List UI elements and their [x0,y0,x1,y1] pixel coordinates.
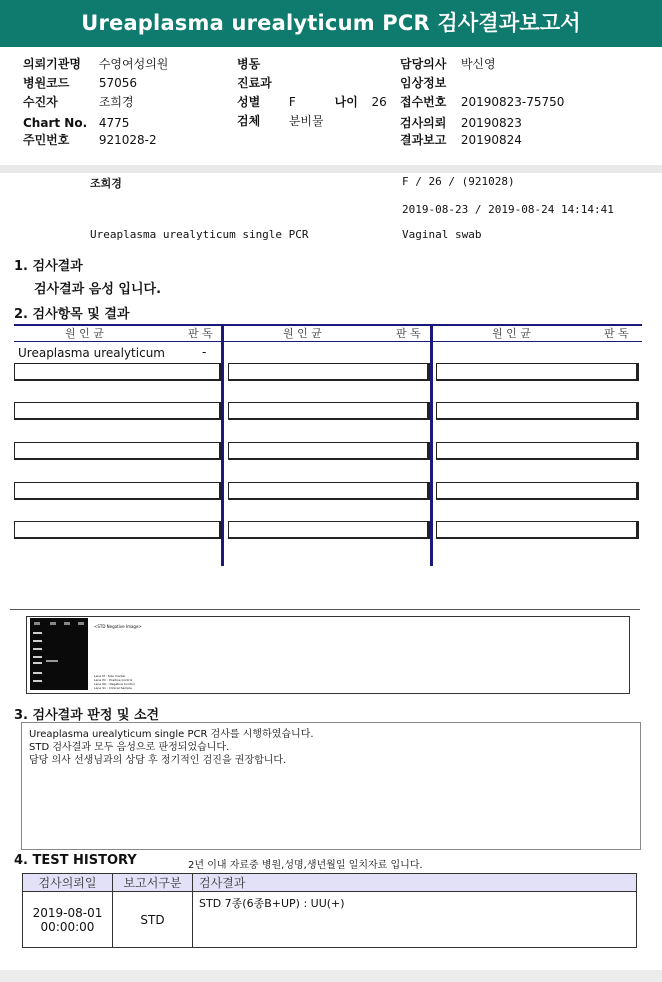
section1-title: 1. 검사결과 [14,259,83,274]
result-cell [14,442,222,460]
gel-legend-item: Lane PC : Positive Control [94,678,133,682]
institution-label: 의뢰기관명 [23,57,81,71]
history-result: STD 7종(6종B+UP) : UU(+) [193,892,637,948]
result-cell [436,521,639,539]
result-cell [228,442,430,460]
patient-label: 수진자 [23,95,58,109]
history-header-row [23,874,637,892]
history-time: 00:00:00 [40,919,95,934]
gel-electrophoresis-image [30,618,88,690]
section4-title: 4. TEST HISTORY [14,853,137,868]
doctor-row [400,55,496,74]
results-grid-top-border [14,324,642,326]
section1-result: 검사결과 음성 입니다. [34,282,162,297]
clinical-row [400,74,457,93]
history-table [22,873,637,948]
clinical-label: 임상정보 [400,76,447,90]
receipt-no-label: 접수번호 [400,95,447,109]
hospital-code-value: 57056 [98,76,138,90]
receipt-no-value: 20190823-75750 [460,95,565,109]
section2-title: 2. 검사항목 및 결과 [14,307,130,322]
request-date-value: 20190823 [460,116,522,130]
chart-no-value: 4775 [98,116,130,130]
history-type: STD [113,892,193,948]
table-row [23,892,637,948]
col3-judgement-header: 판 독 [604,327,629,340]
report-title: Ureaplasma urealyticum PCR 검사결과보고서 [0,0,662,47]
patient-row [23,93,134,112]
interpretation-text [29,728,314,767]
col1-pathogen-header: 원 인 균 [65,327,104,340]
report-date-value: 20190824 [460,133,522,147]
gel-legend-item: Lane Sx : Clinical Sample [94,686,132,690]
section-divider [10,609,640,610]
result-cell [228,521,430,539]
specimen-value: 분비물 [288,114,324,128]
report-date-row [400,131,522,150]
gel-legend [94,674,135,690]
institution-value: 수영여성의원 [98,57,169,71]
result-cell [14,482,222,500]
summary-dates: 2019-08-23 / 2019-08-24 14:14:41 [402,203,614,216]
history-col-type: 보고서구분 [113,874,193,892]
summary-specimen: Vaginal swab [402,228,482,241]
col1-judgement-header: 판 독 [188,327,213,340]
receipt-no-row [400,93,564,112]
sex-age-row [237,93,387,112]
interpretation-line: 담당 의사 선생님과의 상담 후 정기적인 검진을 권장합니다. [29,755,287,766]
pathogen-name: Ureaplasma urealyticum [18,346,165,360]
doctor-label: 담당의사 [400,57,447,71]
hospital-code-row [23,74,137,93]
history-col-date: 검사의뢰일 [23,874,113,892]
patient-value: 조희경 [98,95,134,109]
request-date-label: 검사의뢰 [400,116,447,130]
doctor-value: 박신영 [460,57,496,71]
sex-label: 성별 [237,95,261,109]
rrn-row [23,131,157,150]
rrn-label: 주민번호 [23,133,70,147]
interpretation-line: Ureaplasma urealyticum single PCR 검사를 시행하였습니다. [29,729,314,740]
col2-judgement-header: 판 독 [396,327,421,340]
specimen-label: 검체 [237,114,261,128]
dept-label: 진료과 [237,76,272,90]
result-cell [228,402,430,420]
history-note: 2년 이내 자료중 병원,성명,생년월일 일치자료 입니다. [188,860,423,871]
footer-divider [0,970,662,982]
summary-sex-age: F / 26 / (921028) [402,175,515,188]
col2-pathogen-header: 원 인 균 [283,327,322,340]
gel-legend-item: Lane NC : Negative Control [94,682,135,686]
result-cell [436,363,639,381]
section3-title: 3. 검사결과 판정 및 소견 [14,708,160,723]
chart-no-label: Chart No. [23,116,88,130]
history-col-result: 검사결과 [193,874,637,892]
sex-value: F [288,95,296,109]
ward-row [237,55,260,74]
summary-test: Ureaplasma urealyticum single PCR [90,228,309,241]
col3-pathogen-header: 원 인 균 [492,327,531,340]
results-grid-header-border [14,341,642,342]
history-date-cell [23,892,113,948]
institution-row [23,55,168,74]
result-cell [436,442,639,460]
result-cell [14,402,222,420]
ward-label: 병동 [237,57,261,71]
header-divider [0,165,662,173]
column-separator [430,324,433,566]
hospital-code-label: 병원코드 [23,76,70,90]
history-date: 2019-08-01 [32,905,103,920]
result-cell [228,482,430,500]
interpretation-line: STD 검사결과 모두 음성으로 판정되었습니다. [29,742,230,753]
summary-name: 조희경 [90,177,122,190]
rrn-value: 921028-2 [98,133,157,147]
gel-caption: <STD Negative Image> [94,624,142,629]
age-label: 나이 [334,95,358,109]
result-cell [228,363,430,381]
gel-legend-item: Lane M : Size marker [94,674,126,678]
result-cell [436,482,639,500]
age-value: 26 [371,95,387,109]
result-cell [436,402,639,420]
specimen-row [237,112,324,131]
dept-row [237,74,272,93]
result-cell [14,363,222,381]
pathogen-result: - [202,345,207,359]
result-cell [14,521,222,539]
report-date-label: 결과보고 [400,133,447,147]
